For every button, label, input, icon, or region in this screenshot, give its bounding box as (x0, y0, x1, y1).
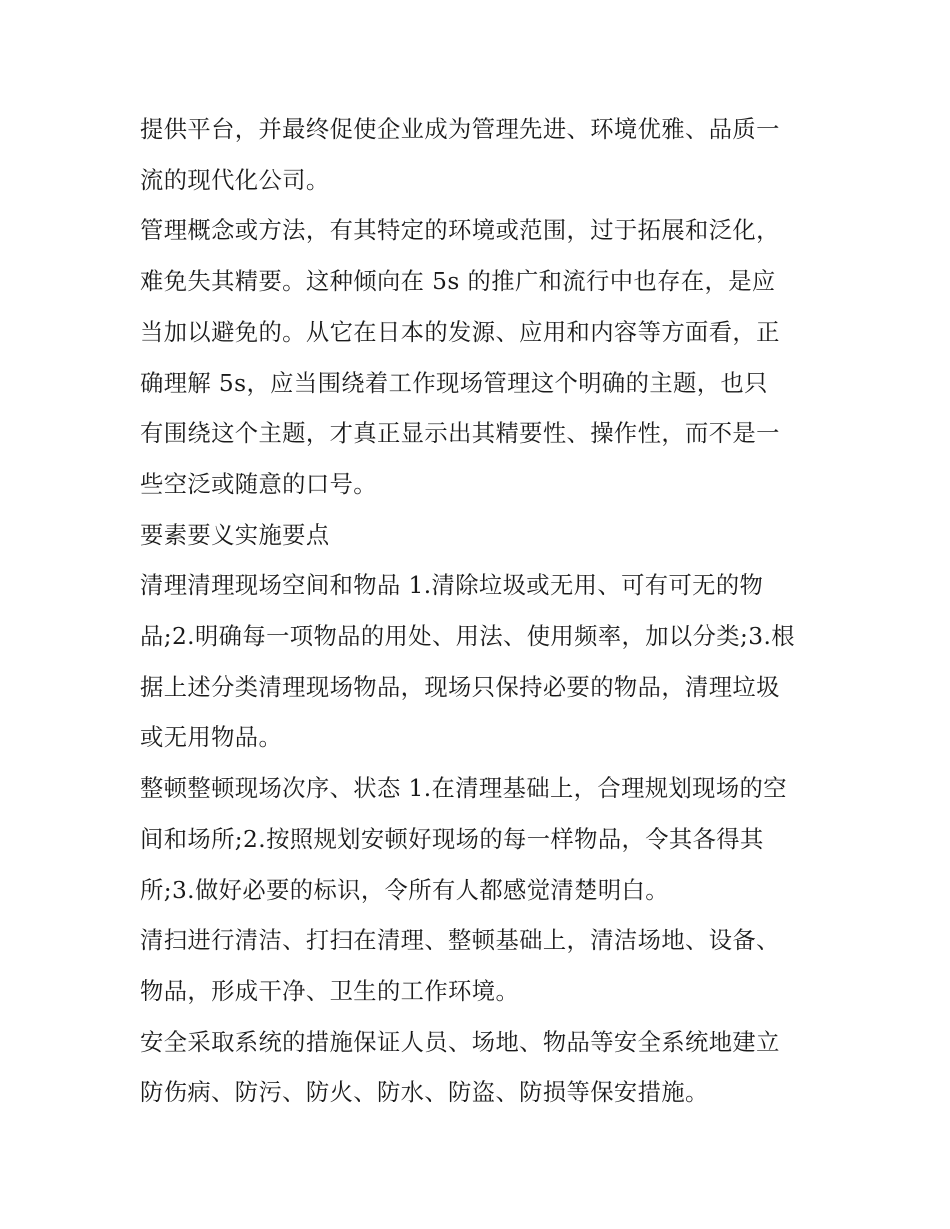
text-line: 清理清理现场空间和物品 1.清除垃圾或无用、可有可无的物 (140, 572, 764, 600)
text-line: 据上述分类清理现场物品，现场只保持必要的物品，清理垃圾 (140, 673, 780, 701)
text-line: 清扫进行清洁、打扫在清理、整顿基础上，清洁场地、设备、 (140, 927, 780, 955)
paragraph-management-concept (140, 206, 815, 510)
text-line: 间和场所;2.按照规划安顿好现场的每一样物品，令其各得其 (140, 825, 764, 853)
text-line: 当加以避免的。从它在日本的发源、应用和内容等方面看，正 (140, 318, 780, 346)
text-line: 管理概念或方法，有其特定的环境或范围，过于拓展和泛化， (140, 217, 780, 245)
paragraph-seiton (140, 764, 815, 916)
paragraph-table-header (140, 511, 815, 562)
text-line: 流的现代化公司。 (140, 166, 330, 194)
text-line: 所;3.做好必要的标识，令所有人都感觉清楚明白。 (140, 876, 669, 904)
text-line: 要素要义实施要点 (140, 521, 330, 549)
paragraph-seiso (140, 916, 815, 1017)
text-line: 确理解 5s，应当围绕着工作现场管理这个明确的主题，也只 (140, 369, 768, 397)
text-line: 品;2.明确每一项物品的用处、用法、使用频率，加以分类;3.根 (140, 623, 795, 651)
text-line: 提供平台，并最终促使企业成为管理先进、环境优雅、品质一 (140, 116, 780, 143)
text-line: 防伤病、防污、防火、防水、防盗、防损等保安措施。 (140, 1079, 709, 1107)
text-line: 安全采取系统的措施保证人员、场地、物品等安全系统地建立 (140, 1028, 780, 1056)
paragraph-safety (140, 1018, 815, 1119)
text-line: 或无用物品。 (140, 724, 283, 752)
paragraph-seiri (140, 561, 815, 764)
text-line: 些空泛或随意的口号。 (140, 470, 377, 498)
text-line: 整顿整顿现场次序、状态 1.在清理基础上，合理规划现场的空 (140, 775, 787, 803)
paragraph-intro-continuation (140, 105, 815, 206)
document-body (140, 105, 815, 1119)
text-line: 难免失其精要。这种倾向在 5s 的推广和流行中也存在，是应 (140, 268, 776, 296)
text-line: 有围绕这个主题，才真正显示出其精要性、操作性，而不是一 (140, 420, 780, 448)
text-line: 物品，形成干净、卫生的工作环境。 (140, 977, 520, 1005)
